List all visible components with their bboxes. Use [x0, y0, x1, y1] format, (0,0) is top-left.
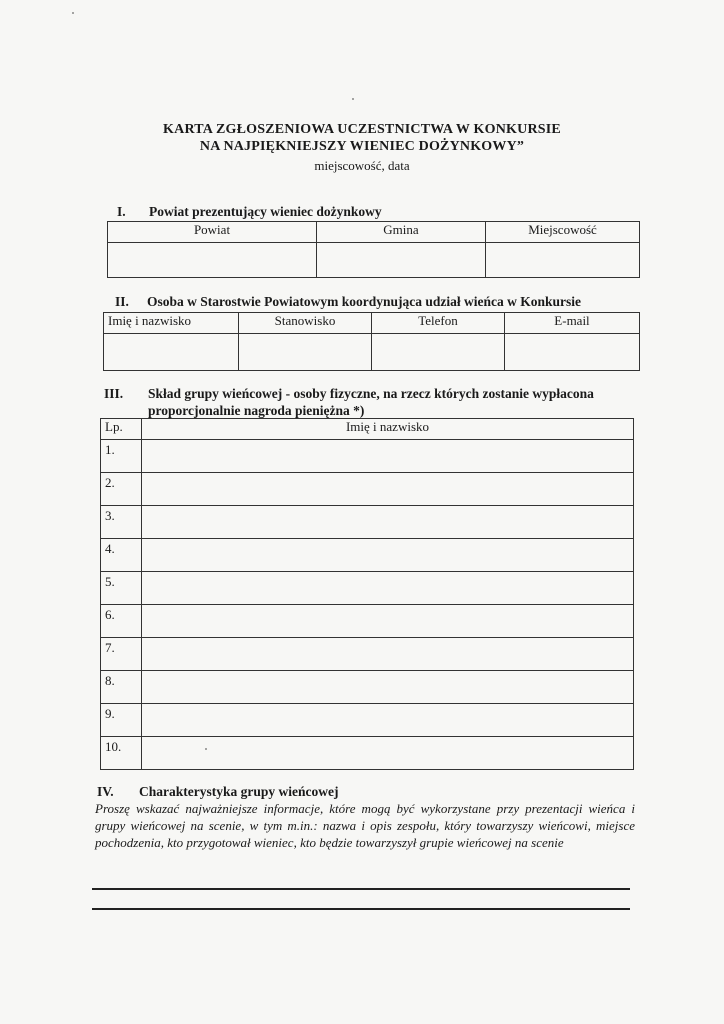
scan-speck [205, 748, 207, 750]
section2-heading [115, 294, 581, 310]
col-email: E-mail [505, 313, 640, 334]
col-imie-nazwisko: Imię i nazwisko [104, 313, 239, 334]
section2-number: II. [115, 294, 129, 309]
member-name-field[interactable] [142, 605, 634, 638]
koordynator-phone-field[interactable] [372, 334, 505, 371]
powiat-field[interactable] [108, 243, 317, 278]
member-name-field[interactable] [142, 737, 634, 770]
table-row [101, 638, 634, 671]
section2-table [103, 312, 640, 371]
row-number: 2. [101, 473, 142, 506]
member-name-field[interactable] [142, 539, 634, 572]
row-number: 9. [101, 704, 142, 737]
section4-instructions: Proszę wskazać najważniejsze informacje, które mogą być wykorzystane przy prezentacji wieńca i grupy wieńcowej na scenie, w tym m.in.: nazwa i opis zespołu, który towarzyszy wieńcowi, miejsce pochodzenia, kto przygotował wieniec, kto będzie towarzyszył grupie wieńcowej na scenie [95, 801, 635, 850]
section3-title-line1: Skład grupy wieńcowej - osoby fizyczne, na rzecz których zostanie wypłacona [148, 386, 594, 401]
section2-title: Osoba w Starostwie Powiatowym koordynująca udział wieńca w Konkursie [147, 294, 582, 309]
row-number: 7. [101, 638, 142, 671]
row-number: 1. [101, 440, 142, 473]
scan-speck [72, 12, 74, 14]
form-title-line1: KARTA ZGŁOSZENIOWA UCZESTNICTWA W KONKURSIE [163, 122, 561, 137]
table-row [101, 506, 634, 539]
row-number: 6. [101, 605, 142, 638]
row-number: 3. [101, 506, 142, 539]
section4-heading [97, 784, 338, 800]
answer-line-1[interactable] [92, 888, 630, 890]
col-gmina: Gmina [317, 222, 486, 243]
col-miejscowosc: Miejscowość [486, 222, 640, 243]
table-row [101, 704, 634, 737]
gmina-field[interactable] [317, 243, 486, 278]
form-subtitle: miejscowość, data [314, 158, 410, 173]
member-name-field[interactable] [142, 671, 634, 704]
row-number: 4. [101, 539, 142, 572]
table-row [101, 572, 634, 605]
miejscowosc-field[interactable] [486, 243, 640, 278]
section3-number: III. [104, 386, 124, 401]
row-number: 8. [101, 671, 142, 704]
col-powiat: Powiat [108, 222, 317, 243]
col-lp: Lp. [101, 419, 142, 440]
section1-heading [117, 204, 382, 220]
member-name-field[interactable] [142, 506, 634, 539]
member-name-field[interactable] [142, 473, 634, 506]
table-row [101, 473, 634, 506]
scan-speck [352, 98, 354, 100]
section4-title: Charakterystyka grupy wieńcowej [139, 784, 339, 799]
section3-table [100, 418, 634, 770]
col-telefon: Telefon [372, 313, 505, 334]
form-title-line2: NA NAJPIĘKNIEJSZY WIENIEC DOŻYNKOWY” [199, 139, 525, 154]
section4-number: IV. [97, 784, 114, 799]
member-name-field[interactable] [142, 638, 634, 671]
member-name-field[interactable] [142, 572, 634, 605]
row-number: 10. [101, 737, 142, 770]
koordynator-name-field[interactable] [104, 334, 239, 371]
table-row [101, 605, 634, 638]
section1-table [107, 221, 640, 278]
row-number: 5. [101, 572, 142, 605]
member-name-field[interactable] [142, 440, 634, 473]
section1-number: I. [117, 204, 126, 219]
member-name-field[interactable] [142, 704, 634, 737]
table-row [101, 440, 634, 473]
answer-line-2[interactable] [92, 908, 630, 910]
col-stanowisko: Stanowisko [239, 313, 372, 334]
section1-title: Powiat prezentujący wieniec dożynkowy [149, 204, 382, 219]
table-row [101, 671, 634, 704]
col-member-name: Imię i nazwisko [142, 419, 634, 440]
koordynator-email-field[interactable] [505, 334, 640, 371]
section3-heading [104, 385, 594, 419]
koordynator-position-field[interactable] [239, 334, 372, 371]
table-row [101, 737, 634, 770]
table-row [101, 539, 634, 572]
section3-title-line2: proporcjonalnie nagroda pieniężna *) [148, 403, 365, 418]
